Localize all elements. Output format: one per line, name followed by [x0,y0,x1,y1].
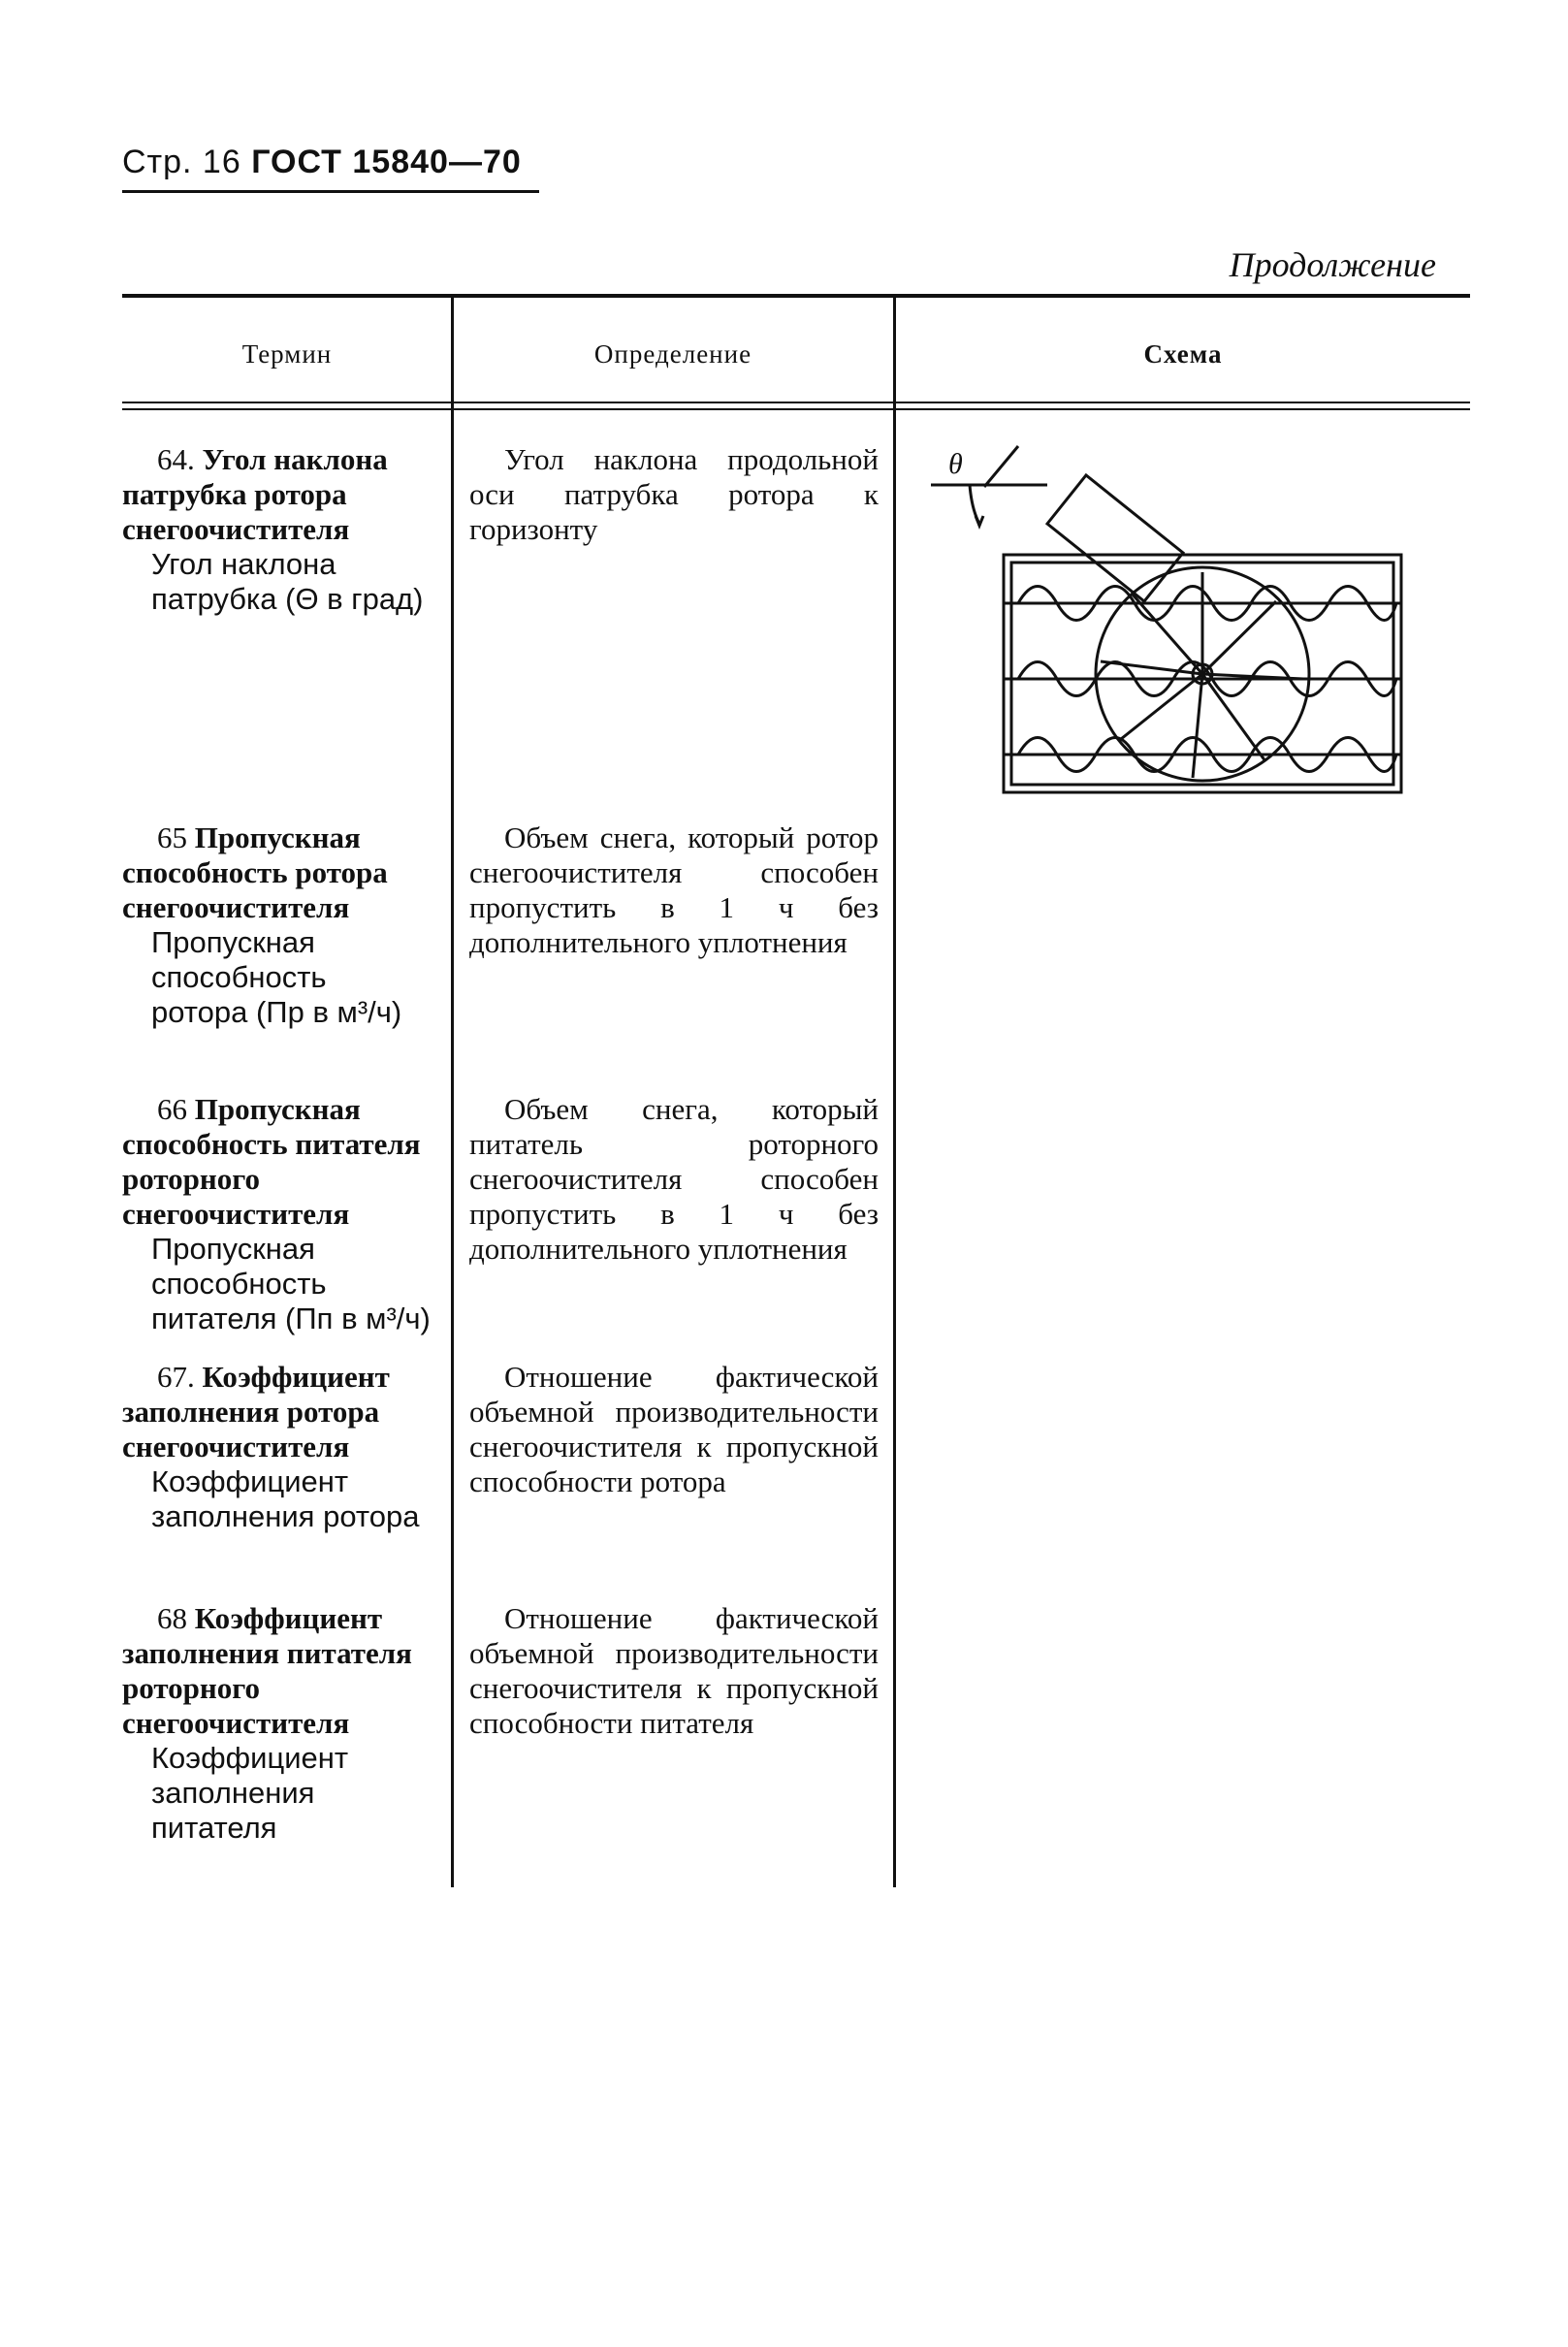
angle-ray-line [984,446,1018,487]
term-name: Пропускная способность ротора снегоочистителя [122,820,388,924]
column-header-schema: Схема [1143,339,1223,369]
page-number: Стр. 16 [122,144,241,180]
term-entry-65 [122,820,431,1030]
term-name: Угол наклона патрубка ротора снегоочистителя [122,442,388,546]
term-short-form: Пропускная способность питателя (Пп в м³/ч) [151,1232,431,1335]
continuation-label: Продолжение [1229,245,1436,284]
term-entry-64 [122,442,431,617]
definition-66: Объем снега, который питатель роторного снегоочистителя способен пропустить в 1 ч без дополнительного уплотнения [469,1092,879,1266]
term-name: Коэффициент заполнения питателя роторного снегоочистителя [122,1601,412,1740]
rotor-spout [1047,475,1183,601]
definition-67: Отношение фактической объемной производительности снегоочистителя к пропускной способности ротора [469,1360,879,1498]
column-header-term: Термин [241,339,333,369]
definition-68: Отношение фактической объемной производительности снегоочистителя к пропускной способности питателя [469,1601,879,1740]
rotor-diagram-svg [912,436,1455,805]
header-rule-bottom [122,408,1470,410]
header-rule [122,190,539,193]
angle-arc [970,485,979,524]
term-short-form: Угол наклона патрубка (Θ в град) [151,547,424,616]
rotor-blade [1121,674,1202,739]
standard-number: ГОСТ 15840—70 [251,144,522,180]
term-number: 66 [157,1092,187,1126]
term-name: Коэффициент заполнения ротора снегоочистителя [122,1360,390,1463]
term-number: 64. [157,442,195,476]
column-divider-1 [451,297,454,1887]
definition-64: Угол наклона продольной оси патрубка ротора к горизонту [469,442,879,546]
term-entry-67 [122,1360,431,1534]
term-name: Пропускная способность питателя роторного снегоочистителя [122,1092,421,1231]
column-header-definition: Определение [593,339,752,369]
term-entry-68 [122,1601,431,1846]
definition-65: Объем снега, который ротор снегоочистителя способен пропустить в 1 ч без дополнительного уплотнения [469,820,879,959]
rotor-blade [1193,674,1202,778]
term-number: 67. [157,1360,195,1394]
term-short-form: Коэффициент заполнения ротора [151,1464,420,1533]
term-short-form: Пропускная способность ротора (Пр в м³/ч) [151,925,402,1029]
term-entry-66 [122,1092,431,1336]
term-short-form: Коэффициент заполнения питателя [151,1741,349,1845]
page-header [122,144,522,181]
angle-label: θ [948,448,963,480]
column-divider-2 [893,297,896,1887]
rotor-snowplow-diagram [912,436,1455,810]
term-number: 65 [157,820,187,854]
header-rule-top [122,402,1470,403]
table-top-rule [122,294,1470,298]
term-number: 68 [157,1601,187,1635]
